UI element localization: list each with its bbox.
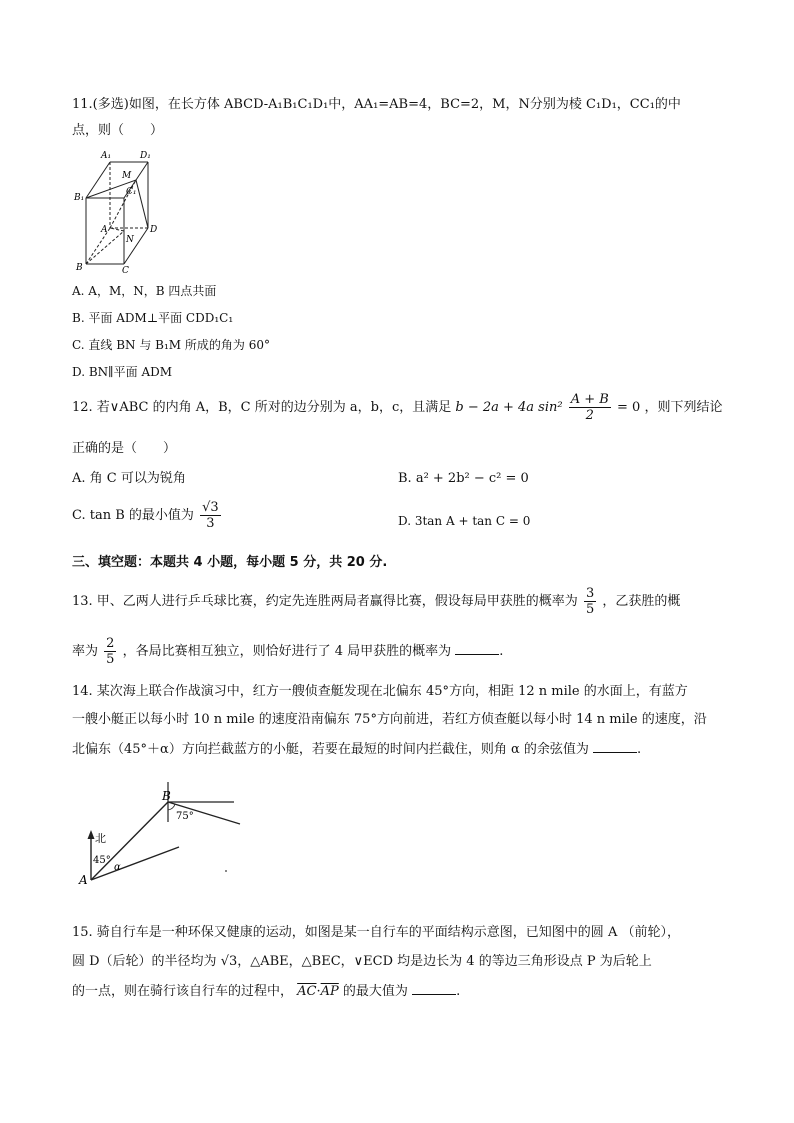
q11-option-d: D. BN∥平面 ADM <box>72 365 173 379</box>
label-d1: D₁ <box>140 151 151 161</box>
nav-label-a: A <box>79 873 88 887</box>
label-a1: A₁ <box>101 151 112 161</box>
label-b1: B₁ <box>74 193 85 203</box>
q14-stem-line1: 14. 某次海上联合作战演习中，红方一艘侦查艇发现在北偏东 45°方向，相距 12 n mile 的水面上，有蓝方 <box>72 684 688 699</box>
q13-fraction-2 <box>104 636 116 667</box>
nav-label-b: B <box>162 789 171 803</box>
q13-stem-line2 <box>72 636 503 667</box>
cuboid-figure <box>70 146 160 274</box>
q13-stem-post: ，乙获胜的概 <box>602 594 681 609</box>
q13-stem-pre: 13. 甲、乙两人进行乒乓球比赛，约定先连胜两局者赢得比赛，假设每局甲获胜的概率为 <box>72 594 578 609</box>
q11-stem-line1: 11.(多选)如图，在长方体 ABCD-A₁B₁C₁D₁中，AA₁=AB=4，BC=2，M，N分别为棱 C₁D₁，CC₁的中 <box>72 97 681 112</box>
q12-option-a: A. 角 C 可以为锐角 <box>72 471 186 486</box>
q12-expr-right: = 0 <box>617 400 641 415</box>
q12-option-b: B. a² + 2b² − c² = 0 <box>398 471 529 486</box>
q13-frac1-den: 5 <box>585 602 595 617</box>
label-n: N <box>126 235 134 245</box>
q15-vector-ap: $\overline{AP}$ <box>320 984 339 999</box>
q11-option-a: A. A，M，N，B 四点共面 <box>72 284 217 298</box>
nav-label-north: 北 <box>95 832 106 845</box>
label-c1: C₁ <box>126 187 137 197</box>
label-b: B <box>76 263 83 273</box>
q14-stem-line2: 一艘小艇正以每小时 10 n mile 的速度沿南偏东 75°方向前进，若红方侦查艇以每小时 14 n mile 的速度，沿 <box>72 712 707 727</box>
label-c: C <box>122 266 129 274</box>
q12-frac-num: A + B <box>570 392 609 407</box>
q12-option-c-num: √3 <box>202 500 219 515</box>
q14-stem-line3 <box>72 740 641 759</box>
q12-frac-den: 2 <box>585 408 594 423</box>
q11-option-b: B. 平面 ADM⊥平面 CDD₁C₁ <box>72 311 234 325</box>
q14-line3-text: 北偏东（45°＋α）方向拦截蓝方的小艇，若要在最短的时间内拦截住，则角 α 的余弦值为 <box>72 742 589 757</box>
q14-end: . <box>637 742 642 757</box>
q13-line2-pre: 率为 <box>72 644 99 659</box>
nav-label-75: 75° <box>176 811 194 822</box>
q13-stem-line1 <box>72 586 680 617</box>
q15-end: . <box>456 984 461 999</box>
label-a: A <box>101 225 108 235</box>
q11-option-c: C. 直线 BN 与 B₁M 所成的角为 60° <box>72 338 270 352</box>
q12-option-c-den: 3 <box>206 516 215 531</box>
q15-stem-line1: 15. 骑自行车是一种环保又健康的运动，如图是某一自行车的平面结构示意图，已知图中的圆 A （前轮）， <box>72 925 680 940</box>
q12-option-c-fraction <box>200 500 221 531</box>
navigation-figure <box>76 770 251 902</box>
label-d: D <box>150 225 158 235</box>
q12-expr-left: b − 2a + 4a sin² <box>455 400 563 415</box>
q13-frac2-den: 5 <box>106 652 115 667</box>
q12-option-c <box>72 500 223 531</box>
q13-end: . <box>499 644 504 659</box>
nav-label-alpha: α <box>114 862 121 873</box>
q12-option-c-text: C. tan B 的最小值为 <box>72 508 194 523</box>
q12-stem-line1 <box>72 392 722 423</box>
section-title: 三、填空题：本题共 4 小题，每小题 5 分，共 20 分. <box>72 555 388 570</box>
q11-stem-line2: 点，则（ ） <box>72 123 164 138</box>
q15-stem-line3 <box>72 982 460 1001</box>
q15-vector-ac: $\overline{AC}$ <box>297 984 317 999</box>
q12-stem-post: ，则下列结论 <box>644 400 723 415</box>
q15-dot: · <box>316 984 321 999</box>
q12-option-d: D. 3tan A + tan C = 0 <box>398 514 531 528</box>
q12-stem-line2: 正确的是（ ） <box>72 441 177 456</box>
q15-line3-pre: 的一点，则在骑行该自行车的过程中， <box>72 984 294 999</box>
q13-frac2-num: 2 <box>106 636 115 651</box>
label-m: M <box>122 171 132 181</box>
q15-answer-blank <box>412 982 456 995</box>
q13-answer-blank <box>455 642 499 655</box>
q12-stem-pre: 12. 若∨ABC 的内角 A，B，C 所对的边分别为 a，b，c，且满足 <box>72 400 452 415</box>
q12-fraction <box>569 392 611 423</box>
q13-line2-post: ，各局比赛相互独立，则恰好进行了 4 局甲获胜的概率为 <box>122 644 452 659</box>
nav-label-45: 45° <box>93 855 111 866</box>
q15-line3-post: 的最大值为 <box>342 984 408 999</box>
q14-answer-blank <box>593 740 637 753</box>
q13-fraction-1 <box>584 586 596 617</box>
q15-stem-line2: 圆 D（后轮）的半径均为 √3，△ABE，△BEC，∨ECD 均是边长为 4 的等边三角形设点 P 为后轮上 <box>72 954 652 969</box>
q13-frac1-num: 3 <box>585 586 595 601</box>
